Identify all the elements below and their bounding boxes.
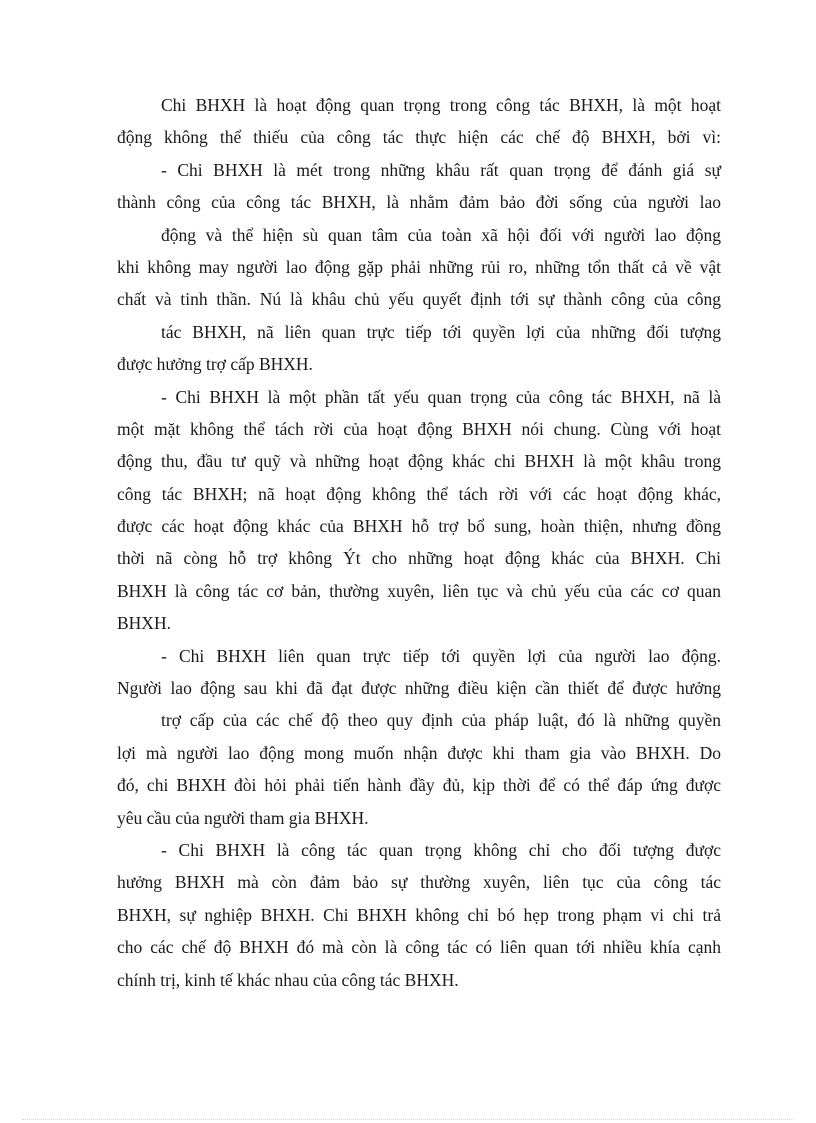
- text-line: - Chi BHXH liên quan trực tiếp tới quyền lợi của người lao động.: [161, 645, 721, 666]
- text-line: chính trị, kinh tế khác nhau của công tác BHXH.: [117, 969, 459, 990]
- text-line: yêu cầu của người tham gia BHXH.: [117, 807, 369, 828]
- text-line: động và thể hiện sù quan tâm của toàn xã hội đối với người lao động: [161, 224, 721, 245]
- text-line: trợ cấp của các chế độ theo quy định của pháp luật, đó là những quyền: [161, 710, 721, 731]
- text-line: BHXH là công tác cơ bản, thường xuyên, liên tục và chủ yếu của các cơ quan: [117, 580, 721, 601]
- text-line: thành công của công tác BHXH, là nhằm đảm bảo đời sống của người lao: [117, 192, 721, 213]
- text-line: thời nã còng hỗ trợ không Ýt cho những hoạt động khác của BHXH. Chi: [117, 548, 721, 569]
- text-line: Người lao động sau khi đã đạt được những điều kiện cần thiết để được hưởng: [117, 678, 721, 699]
- text-line: được các hoạt động khác của BHXH hỗ trợ bổ sung, hoàn thiện, nhưng đồng: [117, 516, 721, 537]
- text-line: BHXH, sự nghiệp BHXH. Chi BHXH không chỉ bó hẹp trong phạm vi chi trả: [117, 904, 721, 925]
- text-line: - Chi BHXH là một phần tất yếu quan trọng của công tác BHXH, nã là: [161, 386, 721, 407]
- text-line: hưởng BHXH mà còn đảm bảo sự thường xuyên, liên tục của công tác: [117, 872, 721, 893]
- text-line: đó, chi BHXH đòi hỏi phải tiến hành đầy đủ, kịp thời để có thể đáp ứng được: [117, 775, 721, 796]
- text-line: BHXH.: [117, 613, 171, 634]
- text-line: công tác BHXH; nã hoạt động không thể tách rời với các hoạt động khác,: [117, 483, 721, 504]
- body-text: [117, 89, 721, 996]
- text-line: Chi BHXH là hoạt động quan trọng trong công tác BHXH, là một hoạt: [161, 95, 721, 115]
- text-line: - Chi BHXH là mét trong những khâu rất quan trọng để đánh giá sự: [161, 159, 721, 180]
- text-line: - Chi BHXH là công tác quan trọng không chỉ cho đối tượng được: [161, 839, 721, 860]
- text-line: khi không may người lao động gặp phải những rủi ro, những tổn thất cả về vật: [117, 256, 721, 277]
- text-line: cho các chế độ BHXH đó mà còn là công tác có liên quan tới nhiều khía cạnh: [117, 937, 721, 958]
- page-bottom-divider: [22, 1119, 794, 1120]
- text-line: động thu, đầu tư quỹ và những hoạt động khác chi BHXH là một khâu trong: [117, 451, 721, 472]
- text-line: tác BHXH, nã liên quan trực tiếp tới quyền lợi của những đối tượng: [161, 321, 721, 342]
- text-line: một mặt không thể tách rời của hoạt động BHXH nói chung. Cùng với hoạt: [117, 418, 721, 439]
- text-line: chất và tinh thần. Nú là khâu chủ yếu quyết định tới sự thành công của công: [117, 289, 721, 310]
- text-line: được hưởng trợ cấp BHXH.: [117, 354, 313, 375]
- text-line: động không thể thiếu của công tác thực hiện các chế độ BHXH, bởi vì:: [117, 127, 721, 148]
- text-line: lợi mà người lao động mong muốn nhận được khi tham gia vào BHXH. Do: [117, 742, 721, 763]
